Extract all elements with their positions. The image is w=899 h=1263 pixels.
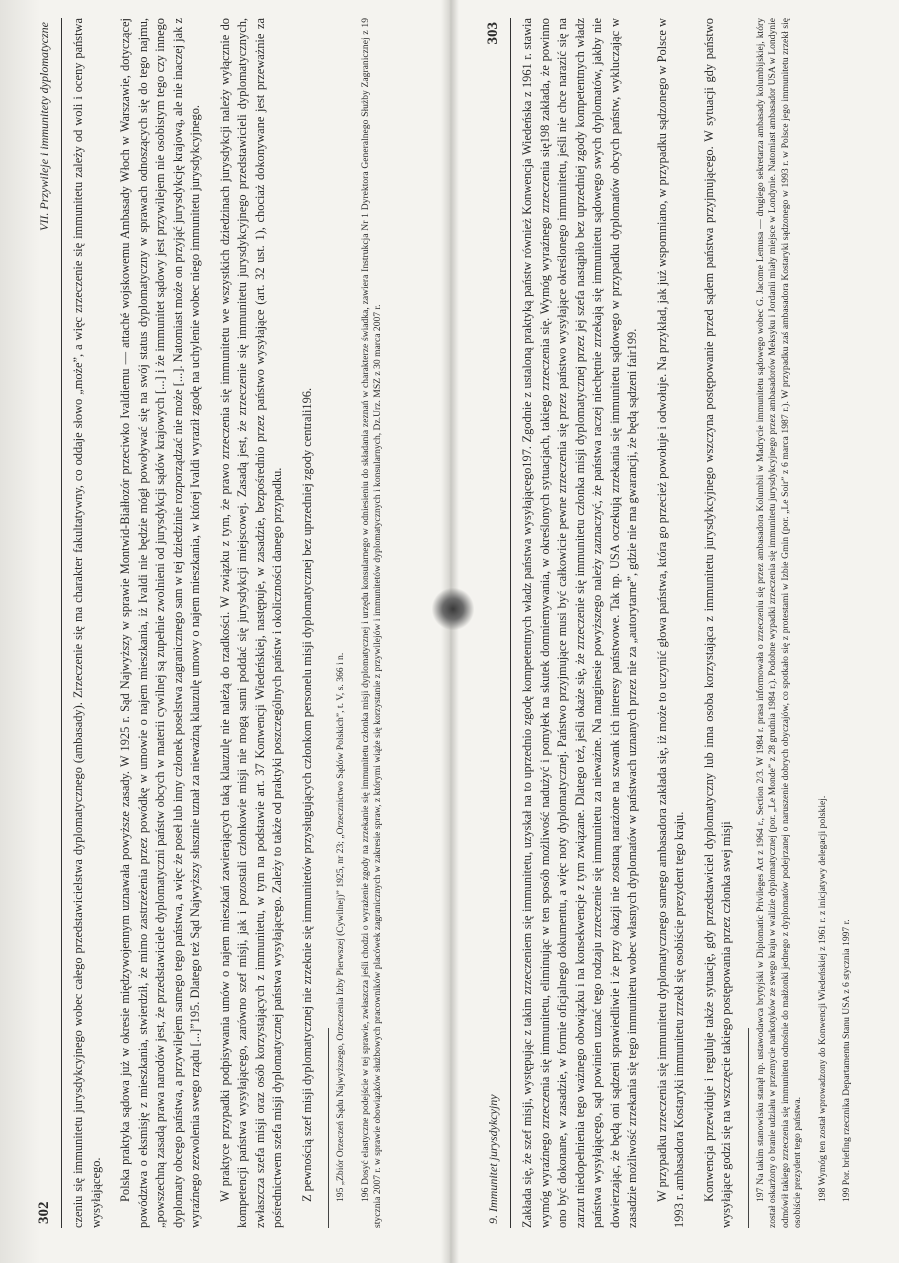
body-paragraph: W praktyce przypadki podpisywania umów o najem mieszkań zawierających taką klauzulę nie należą do rzadkości. W związku z tym, że prawo zrzeczenia się immunitetu we wszystkich dziedzinach jurysdykcji należy wyłącznie do kompetencji państwa wysyłającego, zarówno szef misji, jak i pozostali członkowie misji nie mogą sami poddać się jurysdykcji miejscowej. Zasadą jest, że zrzeczenie się immunitetu jurysdykcyjnego przedstawicieli dyplomatycznych, zwłaszcza szefa misji oraz osób korzystających z immunitetu, w tym na podstawie art. 37 Konwencji Wiedeńskiej, następuje, w zasadzie, bezpośrednio przez państwo wysyłające (art. 32 ust. 1), chociaż dokonywane jest przeważnie za pośrednictwem szefa misji dyplomatycznej państwa wysyłającego. Zależy to także od praktyki poszczególnych państw i okoliczności danego przypadku. bbox=[217, 18, 284, 1228]
body-paragraph: Polska praktyka sądowa już w okresie międzywojennym uznawała powyższe zasady. W 1925 r. Sąd Najwyższy w sprawie Montwid-Białłozór przeciwko Ivaldiemu — attaché wojskowemu Ambasady Włoch w Warszawie, dotyczącej powództwa o eksmisję z mieszkania, stwierdził, że mimo zastrzeżenia przez powódkę w umowie o najem mieszkania, iż Ivaldi nie będzie mógł powoływać się na swój status dyplomatyczny w sprawach odnoszących się do tego najmu, „powszechną zasadą prawa narodów jest, że przedstawiciele dyplomatyczni państw obcych w materii cywilnej są zupełnie zwolnieni od jurysdykcji sądów krajowych [...] i że immunitet sądowy jest przywilejem nie osobistym tego czy innego dyplomaty obcego państwa, a przywilejem samego tego państwa, a więc że poseł lub inny członek poselstwa zagranicznego sam w tej dziedzinie rozporządzać nie może [...]. Natomiast może on przyjąć jurysdykcję krajową, ale nie inaczej jak z wyraźnego zezwolenia swego rządu [...]”195. Dlatego też Sąd Najwyższy słusznie uznał za nieważną klauzulę umowy o najem mieszkania, w której Ivaldi wyraził zgodę na uchylenie wobec niego immunitetu jurysdykcyjnego. bbox=[118, 18, 202, 1228]
left-page-rotated bbox=[36, 18, 436, 1228]
footnote: 197 Na takim stanowisku stanął np. ustawodawca brytyjski w Diplomatic Privileges Act z 1964 r., Section 2/3. W 1984 r. prasa informowała o zrzeczeniu się przez ambasadora Kolumbii w Madrycie immunitetu sądowego wobec G. Jacome Lemusa — drugiego sekretarza ambasady kolumbijskiej, który został oskarżony o branie udziału w przemycie narkotyków ze swego kraju w walizie dyplomatycznej (por. „Le Monde” z 28 grudnia 1984 r.). Podobne wypadki zrzeczenia się immunitetu jurysdykcyjnego przez ambasadorów Meksyku i Jordanii miały miejsce w Londynie. Natomiast ambasador USA w Londynie odmówił takiego zrzeczenia się immunitetu odnośnie do małżonki jednego z dyplomatów podejrzanej o naruszenie dobrych obyczajów, co spotkało się z protestami w Izbie Gmin (por. „Le Soir” z 6 marca 1987 r.). W przypadku zaś ambasadora Kostaryki sądzonego w 1993 r. w Polsce jego immunitetu zrzekł się osobiście prezydent tego państwa. bbox=[754, 18, 804, 1228]
body-paragraph: czeniu się immunitetu jurysdykcyjnego wobec całego przedstawicielstwa dyplomatycznego (ambasady). Zrzeczenie się ma charakter fakultatywny, co oddaje słowo „może”, a więc zrzeczenie się immunitetu zależy od woli i oceny państwa wysyłającego. bbox=[71, 18, 103, 1228]
left-page-body bbox=[62, 18, 385, 1228]
left-page-header bbox=[36, 18, 62, 1228]
body-paragraph: Z pewnością szef misji dyplomatycznej nie zrzeknie się immunitetów przysługujących członkom personelu misji dyplomatycznej bez uprzedniej zgody centrali196. bbox=[299, 387, 314, 1202]
footnote-separator bbox=[748, 1028, 749, 1228]
footnote: 199 Por. briefing rzecznika Departamentu Stanu USA z 6 stycznia 1997 r. bbox=[841, 919, 853, 1202]
page-number: 303 bbox=[485, 22, 501, 45]
body-paragraph: Konwencja przewiduje i reguluje także sytuację, gdy przedstawiciel dyplomatyczny lub inna osoba korzystająca z immunitetu jurysdykcyjnego wszczyna postępowanie przed sądem państwa przyjmującego. W sytuacji gdy państwo wysyłające godzi się na wszczęcie takiego postępowania przez członka swej misji bbox=[701, 18, 733, 1228]
right-page-body bbox=[511, 18, 854, 1228]
footnote-separator bbox=[328, 1028, 329, 1228]
page-number: 302 bbox=[36, 1201, 52, 1224]
right-page-header bbox=[485, 18, 511, 1228]
right-page bbox=[455, 0, 899, 1263]
footnote: 198 Wymóg ten został wprowadzony do Konwencji Wiedeńskiej z 1961 r. z inicjatywy delegacji polskiej. bbox=[816, 795, 828, 1202]
footnote: 195 „Zbiór Orzeczeń Sądu Najwyższego, Orzeczenia Izby Pierwszej (Cywilnej)” 1925, nr 23; „Orzecznictwo Sądów Polskich”, t. V, s. 366 i n. bbox=[335, 652, 346, 1202]
body-paragraph: Zakłada się, że szef misji, występując z takim zrzeczeniem się immunitetu, uzyskał na to uprzednio zgodę kompetentnych władz państwa wysyłającego197. Zgodnie z ustaloną praktyką państw również Konwencja Wiedeńska z 1961 r. stawia wymóg wyraźnego zrzeczenia się immunitetu, eliminując w ten sposób możliwość nadużyć i pomyłek na skutek domniemywania, w określonych sytuacjach, takiego zrzeczenia się. Wymóg wyraźnego zrzeczenia się198 zakłada, że powinno ono być dokonane, w zasadzie, w formie oficjalnego dokumentu, a więc noty dyplomatycznej. Państwo przyjmujące musi być całkowicie pewne zrzeczenia się przez państwo wysyłające określonego immunitetu, jeśli nie chce narazić się na zarzut niedopełnienia tego ważnego obowiązku i na konsekwencje z tym związane. Dlatego też, jeśli okaże się, że zrzeczenie się immunitetu członka misji dyplomatycznej przez jej szefa nastąpiło bez uprzedniej zgody kompetentnych władz państwa wysyłającego, sąd powinien uznać tego rodzaju zrzeczenie się immunitetu za nieważne. Na marginesie powyższego należy zaznaczyć, że państwa raczej niechętnie zrzekają się immunitetu sądowego swych dyplomatów, jakby nie dowierzając, że będą oni sądzeni sprawiedliwie i że przy okazji nie zostaną narażone na szwank ich interesy państwowe. Tak np. USA oczekują zrzekania się immunitetu sądowego w przypadku dyplomatów obcych państw, wykluczając w zasadzie możliwość zrzekania się tego immunitetu wobec własnych dyplomatów w państwach uznanych przez nie za „autorytarne”, gdzie nie ma gwarancji, że będą sądzeni fair199. bbox=[520, 18, 639, 1228]
running-head: VII. Przywileje i immunitety dyplomatyczne bbox=[37, 22, 51, 231]
body-paragraph: W przypadku zrzeczenia się immunitetu dyplomatycznego samego ambasadora zakłada się, iż może to uczynić głowa państwa, która go przecież powołuje i odwołuje. Na przykład, jak już wspomniano, w przypadku sądzonego w Polsce w 1993 r. ambasadora Kostaryki immunitetu zrzekł się osobiście prezydent tego kraju. bbox=[654, 18, 686, 1228]
right-page-rotated bbox=[485, 18, 885, 1228]
footnote: 196 Dosyć elastyczne podejście w tej sprawie, zwłaszcza jeśli chodzi o wyrażenie zgody na zrzekanie się immunitetu członka misji dyplomatycznej i urzędu konsularnego w odniesieniu do składania zeznań w charakterze świadka, zawiera Instrukcja Nr 1 Dyrektora Generalnego Służby Zagranicznej z 19 stycznia 2007 r. w sprawie obowiązków służbowych pracowników placówek zagranicznych w zakresie spraw, z którymi wiąże się korzystanie z przywilejów i immunitetów dyplomatycznych i konsularnych, Dz.Urz. MSZ z 30 marca 2007 r. bbox=[359, 18, 384, 1228]
running-head: 9. Immunitet jurysdykcyjny bbox=[486, 1094, 500, 1224]
